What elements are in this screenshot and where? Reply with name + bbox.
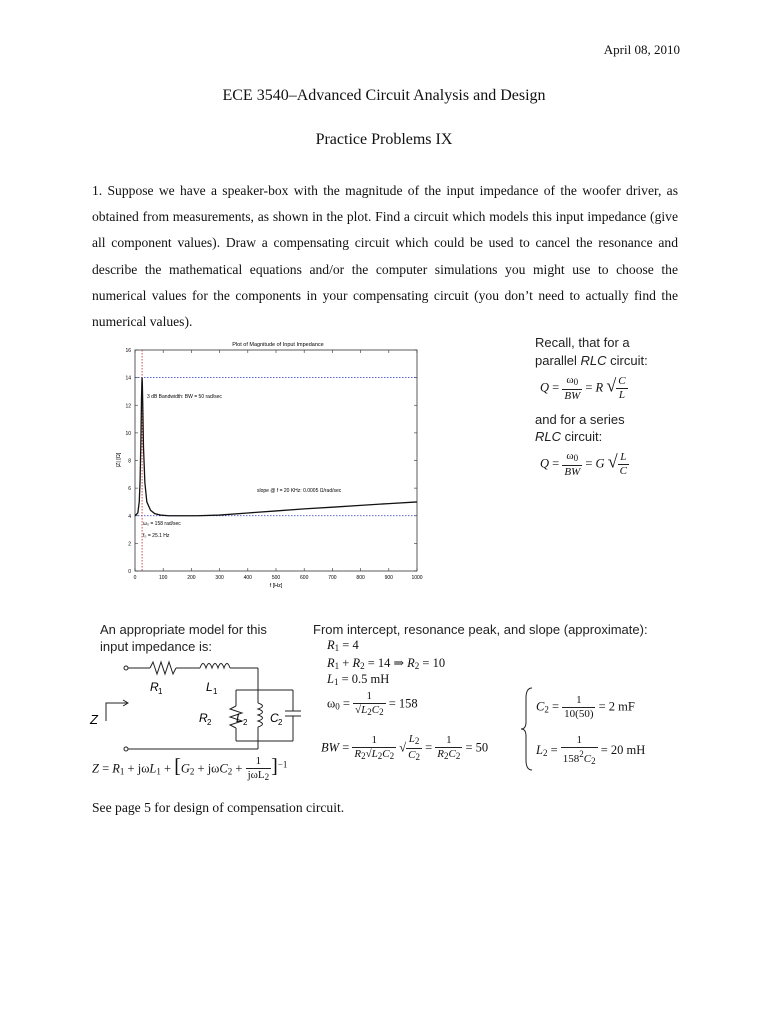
svg-text:L: L xyxy=(206,680,213,694)
omega0-annotation: ω₀ = 158 rad/sec xyxy=(143,521,181,527)
r1-resistor xyxy=(150,662,176,674)
f0-annotation: f₀ = 25.1 Hz xyxy=(143,533,170,539)
recall-line3: and for a series xyxy=(535,412,625,427)
impedance-equation: $Z = R_1 + j\omega L_1 + [G_2 + j\omega C_2$ + $\frac{1}{j\omega L_2}$ ]$^{-1}$ xyxy=(92,755,288,782)
plot-frame xyxy=(135,350,417,571)
svg-text:2: 2 xyxy=(278,718,283,727)
x-tick-label: 100 xyxy=(159,575,168,581)
reference-lines xyxy=(135,350,417,571)
svg-text:1: 1 xyxy=(213,687,218,696)
footer-note: See page 5 for design of compensation circuit. xyxy=(92,800,345,815)
x-tick-label: 900 xyxy=(384,575,393,581)
svg-text:R: R xyxy=(199,711,208,725)
omega0-equation: $\omega_0$ = $\frac{1}{√L_2C_2}$ = 158 xyxy=(327,690,418,717)
x-tick-label: 200 xyxy=(187,575,196,581)
svg-text:R: R xyxy=(150,680,159,694)
svg-text:L: L xyxy=(236,711,243,725)
x-tick-label: 500 xyxy=(271,575,281,581)
x-tick-label: 700 xyxy=(328,575,337,581)
y-tick-label: 2 xyxy=(128,541,131,548)
circuit-diagram xyxy=(88,655,313,755)
y-tick-label: 10 xyxy=(125,430,131,437)
model-text-1: An appropriate model for this xyxy=(100,622,267,637)
x-tick-label: 400 xyxy=(243,575,252,581)
svg-text:C: C xyxy=(270,711,279,725)
x-tick-label: 600 xyxy=(300,575,309,581)
course-title: ECE 3540–Advanced Circuit Analysis and Design xyxy=(222,87,546,104)
model-text-2: input impedance is: xyxy=(100,639,213,654)
l2-equation: $L_2$ = $\frac{1}{158^2C_2}$ = 20 mH xyxy=(536,734,646,766)
x-label: f [Hz] xyxy=(269,583,283,589)
bw-equation: BW = $\frac{1}{R_2√L_2C_2}$ √ $\frac{L_2}{C_2}$ = $\frac{1}{R_2C_2}$ = 50 xyxy=(321,733,489,762)
x-tick-label: 300 xyxy=(215,575,224,581)
l2-inductor xyxy=(258,703,263,727)
r1-value: $R_1 = 4$ xyxy=(327,638,359,653)
q-series-equation: Q = $\frac{\omega_0}{BW}$ = G √ $\frac{L}{C}$ xyxy=(540,450,627,478)
page-subtitle: Practice Problems IX xyxy=(315,131,453,148)
derivation-heading: From intercept, resonance peak, and slope (approximate): xyxy=(313,622,648,637)
x-axis xyxy=(134,350,423,581)
y-tick-label: 16 xyxy=(125,348,131,354)
y-label: |Z| [Ω] xyxy=(116,452,122,468)
y-axis xyxy=(125,348,417,575)
impedance-chart xyxy=(110,338,430,590)
svg-text:2: 2 xyxy=(243,718,248,727)
brace xyxy=(520,686,536,772)
y-tick-label: 6 xyxy=(128,486,131,493)
r2-value: $R_1 + R_2 = 14$ ⇒ $R_2 = 10$ xyxy=(327,656,446,671)
y-tick-label: 4 xyxy=(128,513,131,520)
svg-text:1: 1 xyxy=(158,687,163,696)
svg-text:Z: Z xyxy=(90,712,98,727)
y-tick-label: 12 xyxy=(125,403,131,410)
recall-line2: parallel RLC circuit: xyxy=(535,353,648,368)
date: April 08, 2010 xyxy=(603,42,680,57)
slope-annotation: slope @ f = 20 KHz: 0.0005 Ω/rad/sec xyxy=(257,488,342,494)
bw-annotation: 3 dB Bandwidth: BW = 50 rad/sec xyxy=(147,394,222,400)
recall-line4: RLC circuit: xyxy=(535,429,603,444)
svg-text:2: 2 xyxy=(207,718,212,727)
y-tick-label: 0 xyxy=(128,569,131,575)
l1-inductor xyxy=(200,664,230,669)
problem-text: 1. Suppose we have a speaker-box with the magnitude of the input impedance of the woofer driver, as obtained from measurements, as shown in the plot. Find a circuit which models this input impedance (give all component values). Draw a compensating circuit which could be used to cancel the resonance and describe the mathematical equations and/or the computer simulations you might use to choose the numerical values for the components in your compensating circuit (you don’t need to actually find the numerical values). xyxy=(92,183,678,330)
q-parallel-equation: Q = $\frac{\omega_0}{BW}$ = R √ $\frac{C}{L}$ xyxy=(540,374,626,402)
impedance-arrow xyxy=(106,703,128,721)
y-tick-label: 8 xyxy=(128,458,131,465)
y-tick-label: 14 xyxy=(125,375,131,382)
l1-value: $L_1 = 0.5$ mH xyxy=(327,672,390,687)
x-tick-label: 0 xyxy=(133,575,137,581)
x-tick-label: 1000 xyxy=(411,575,423,581)
recall-line1: Recall, that for a xyxy=(535,335,630,350)
x-tick-label: 800 xyxy=(356,575,365,581)
chart-title: Plot of Magnitude of Input Impedance xyxy=(232,342,324,348)
c2-equation: $C_2$ = $\frac{1}{10(50)}$ = 2 mF xyxy=(536,694,635,720)
